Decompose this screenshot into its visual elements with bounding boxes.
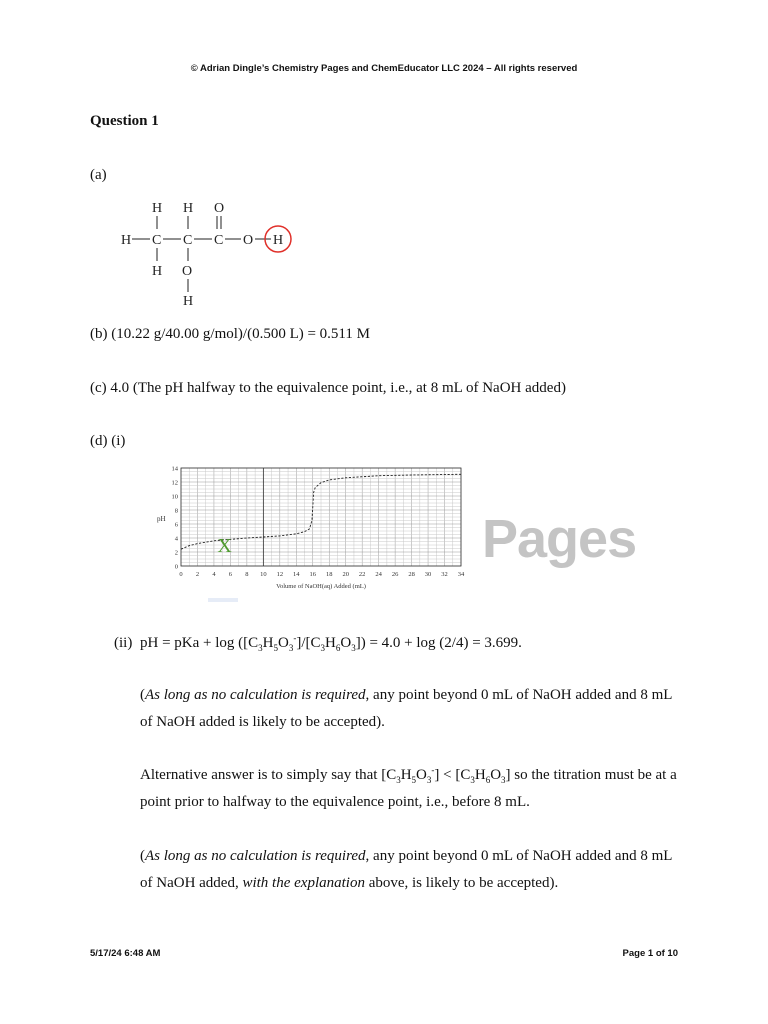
x-tick-label: 14 <box>293 571 300 578</box>
x-axis-label: Volume of NaOH(aq) Added (mL) <box>276 583 366 590</box>
part-a-label: (a) <box>90 167 107 183</box>
atom-o-bottom: O <box>182 264 193 279</box>
part-c-answer: (c) 4.0 (The pH halfway to the equivalence point, i.e., at 8 mL of NaOH added) <box>90 380 566 396</box>
x-tick-label: 30 <box>424 571 432 578</box>
x-tick-label: 10 <box>260 571 267 578</box>
atom-h-right: H <box>273 233 284 248</box>
x-tick-label: 18 <box>325 571 333 578</box>
watermark-text: Pages <box>482 509 637 569</box>
part-d-ii-equation: pH = pKa + $\log ([C_3H_5O_3^-]/[C_3H_6O_3]) = 4.0 + \log (2/4) = 3.699$. <box>140 633 522 653</box>
answer-marker: X <box>217 535 232 557</box>
structural-formula <box>115 198 305 310</box>
atom-c2: C <box>183 233 193 248</box>
y-tick-label: 0 <box>174 563 178 571</box>
footer-date: 5/17/24 6:48 AM <box>90 948 161 959</box>
x-tick-label: 34 <box>457 571 465 578</box>
x-tick-label: 4 <box>212 571 216 578</box>
atom-o-mid: O <box>243 233 254 248</box>
atom-h-left: H <box>121 233 132 248</box>
part-d-label: (d) (i) <box>90 433 126 449</box>
x-tick-label: 8 <box>245 571 249 578</box>
y-tick-label: 12 <box>171 479 178 487</box>
part-d-ii-label: (ii) <box>114 635 133 651</box>
atom-o-top: O <box>214 201 225 216</box>
x-tick-label: 20 <box>342 571 349 578</box>
note-paragraph-1: (As long as no calculation is required, any point beyond 0 mL of NaOH added and 8 mL of NaOH added is likely to be accepted). <box>140 687 672 730</box>
x-tick-label: 12 <box>276 571 284 578</box>
y-tick-label: 14 <box>171 465 178 473</box>
titration-curve-chart <box>145 462 475 592</box>
y-tick-label: 8 <box>174 507 178 515</box>
part-b-answer: (b) (10.22 g/40.00 g/mol)/(0.500 L) = 0.511 M <box>90 326 370 342</box>
atom-h-oh: H <box>183 294 194 309</box>
question-title: Question 1 <box>90 113 159 129</box>
y-tick-label: 2 <box>174 549 178 557</box>
x-tick-label: 24 <box>375 571 382 578</box>
atom-c1: C <box>152 233 162 248</box>
footer-page-number: Page 1 of 10 <box>622 948 678 959</box>
x-tick-label: 26 <box>391 571 399 578</box>
x-tick-label: 22 <box>358 571 366 578</box>
x-tick-label: 16 <box>309 571 317 578</box>
x-tick-label: 0 <box>179 571 183 578</box>
faint-mark <box>208 598 238 602</box>
x-tick-label: 2 <box>195 571 200 578</box>
atom-h-top-2: H <box>183 201 194 216</box>
y-tick-label: 10 <box>171 493 178 501</box>
y-axis-label: pH <box>157 515 166 523</box>
y-tick-label: 6 <box>174 521 178 529</box>
x-tick-label: 28 <box>408 571 415 578</box>
copyright-header: © Adrian Dingle’s Chemistry Pages and ChemEducator LLC 2024 – All rights reserved <box>190 63 578 74</box>
atom-h-bottom: H <box>152 264 163 279</box>
atom-h-top-1: H <box>152 201 163 216</box>
x-tick-label: 32 <box>441 571 448 578</box>
note-paragraph-2: (As long as no calculation is required, any point beyond 0 mL of NaOH added and 8 mL of NaOH added, with the explanation above, is likely to be accepted). <box>140 848 672 891</box>
x-tick-label: 6 <box>228 571 233 578</box>
y-tick-label: 4 <box>174 535 178 543</box>
atom-c3: C <box>214 233 224 248</box>
alternative-answer-paragraph: Alternative answer is to simply say that $[C_3H_5O_3^-] < [C_3H_6O_3]$ so the titration must be at a point prior to halfway to the equivalence point, i.e., before 8 mL. <box>140 765 677 810</box>
